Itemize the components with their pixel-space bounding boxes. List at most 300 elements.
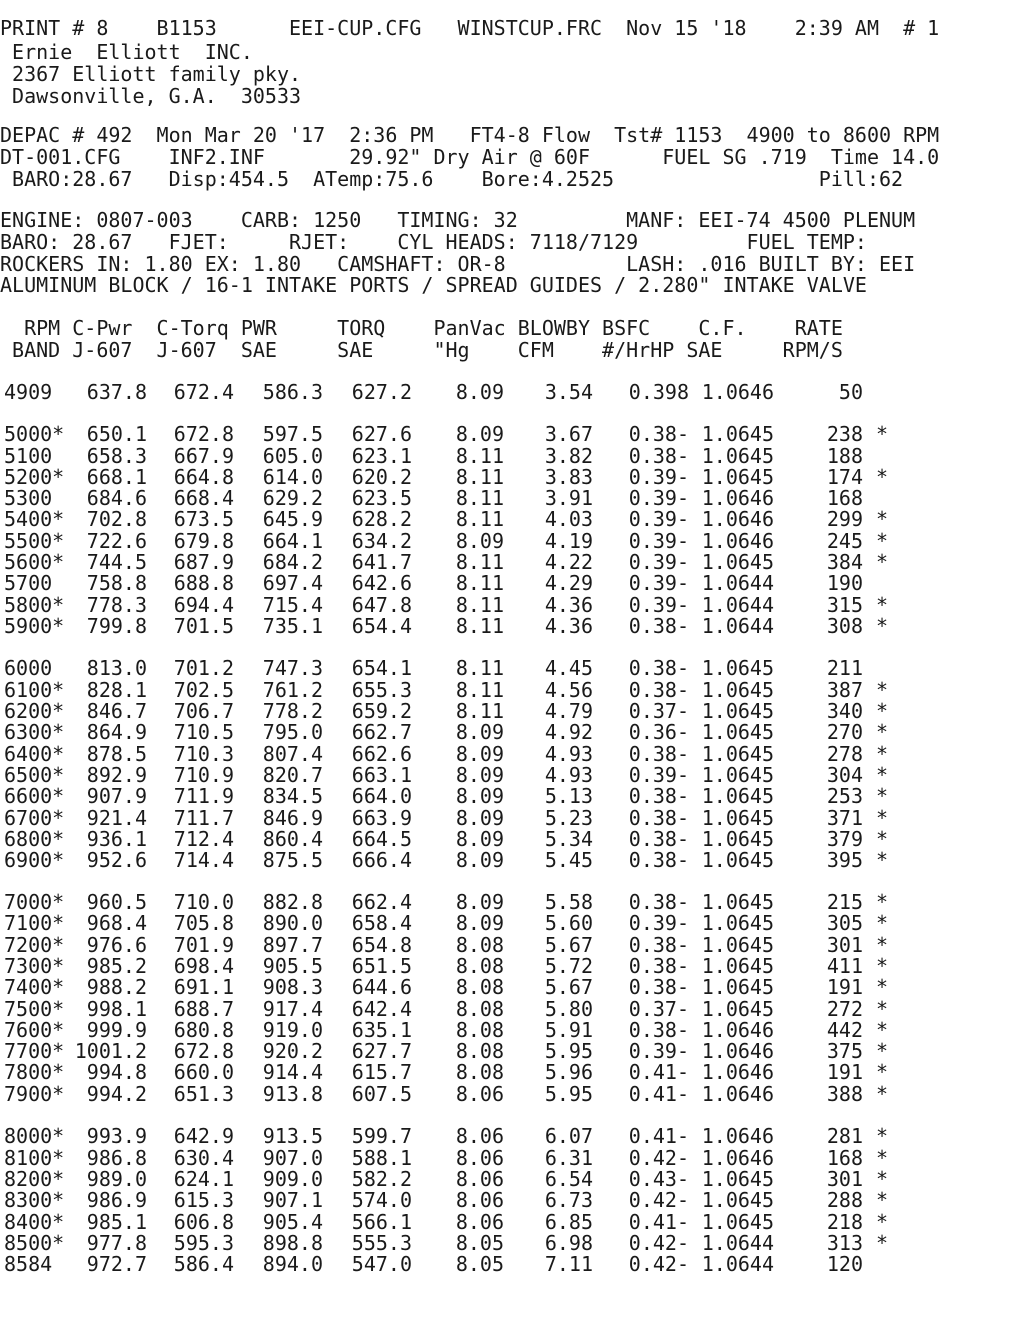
- cpwr-cell: 994.2: [86, 1082, 147, 1106]
- panvac-cell: 8.09: [455, 422, 504, 446]
- flag-cell: *: [876, 933, 889, 957]
- rate-cell: 301: [826, 1167, 863, 1191]
- ctorq-cell: 667.9: [173, 444, 234, 468]
- bsfc-cell: 0.38-: [628, 656, 689, 680]
- engine-info-line-4: ALUMINUM BLOCK / 16-1 INTAKE PORTS / SPREAD GUIDES / 2.280" INTAKE VALVE: [0, 273, 867, 297]
- panvac-cell: 8.08: [455, 954, 504, 978]
- torq-cell: 547.0: [351, 1252, 412, 1276]
- bsfc-cell: 0.38-: [628, 784, 689, 808]
- cpwr-cell: 702.8: [86, 507, 147, 531]
- bsfc-cell: 0.42-: [628, 1146, 689, 1170]
- bsfc-cell: 0.39-: [628, 1039, 689, 1063]
- panvac-cell: 8.11: [455, 593, 504, 617]
- engine-info-line-3: ROCKERS IN: 1.80 EX: 1.80 CAMSHAFT: OR-8 LASH: .016 BUILT BY: EEI: [0, 252, 916, 276]
- test-info-line-1: DEPAC # 492 Mon Mar 20 '17 2:36 PM FT4-8 Flow Tst# 1153 4900 to 8600 RPM: [0, 123, 940, 147]
- cf-cell: 1.0646: [701, 529, 774, 553]
- cpwr-cell: 936.1: [86, 827, 147, 851]
- ctorq-cell: 710.9: [173, 763, 234, 787]
- bsfc-cell: 0.39-: [628, 486, 689, 510]
- cf-cell: 1.0645: [701, 890, 774, 914]
- pwr-cell: 920.2: [262, 1039, 323, 1063]
- rpm-cell: 6200*: [4, 699, 65, 723]
- cpwr-cell: 892.9: [86, 763, 147, 787]
- torq-cell: 641.7: [351, 550, 412, 574]
- pwr-cell: 715.4: [262, 593, 323, 617]
- cpwr-cell: 968.4: [86, 911, 147, 935]
- ctorq-cell: 664.8: [173, 465, 234, 489]
- rate-cell: 411: [826, 954, 863, 978]
- table-row: [0, 785, 1024, 807]
- rpm-cell: 7100*: [4, 911, 65, 935]
- rpm-cell: 8500*: [4, 1231, 65, 1255]
- torq-cell: 654.8: [351, 933, 412, 957]
- pwr-cell: 820.7: [262, 763, 323, 787]
- bsfc-cell: 0.39-: [628, 911, 689, 935]
- cf-cell: 1.0645: [701, 784, 774, 808]
- blowby-cell: 4.19: [544, 529, 593, 553]
- bsfc-cell: 0.398: [628, 380, 689, 404]
- table-row: [0, 721, 1024, 743]
- rate-cell: 387: [826, 678, 863, 702]
- blowby-cell: 5.80: [544, 997, 593, 1021]
- torq-cell: 655.3: [351, 678, 412, 702]
- rate-cell: 270: [826, 720, 863, 744]
- cpwr-cell: 637.8: [86, 380, 147, 404]
- bsfc-cell: 0.38-: [628, 1018, 689, 1042]
- flag-cell: *: [876, 465, 889, 489]
- rpm-cell: 6800*: [4, 827, 65, 851]
- torq-cell: 662.4: [351, 890, 412, 914]
- rpm-cell: 6400*: [4, 742, 65, 766]
- flag-cell: *: [876, 529, 889, 553]
- flag-cell: *: [876, 1146, 889, 1170]
- torq-cell: 644.6: [351, 975, 412, 999]
- rpm-cell: 5700: [4, 571, 53, 595]
- torq-cell: 634.2: [351, 529, 412, 553]
- cpwr-cell: 846.7: [86, 699, 147, 723]
- rate-cell: 384: [826, 550, 863, 574]
- flag-cell: *: [876, 763, 889, 787]
- rpm-cell: 5800*: [4, 593, 65, 617]
- cf-cell: 1.0646: [701, 380, 774, 404]
- pwr-cell: 846.9: [262, 806, 323, 830]
- cpwr-cell: 994.8: [86, 1060, 147, 1084]
- rpm-cell: 6300*: [4, 720, 65, 744]
- torq-cell: 658.4: [351, 911, 412, 935]
- flag-cell: *: [876, 1060, 889, 1084]
- ctorq-cell: 672.8: [173, 1039, 234, 1063]
- rate-cell: 120: [826, 1252, 863, 1276]
- cf-cell: 1.0645: [701, 763, 774, 787]
- column-headers-line-1: RPM C-Pwr C-Torq PWR TORQ PanVac BLOWBY BSFC C.F. RATE: [0, 316, 843, 340]
- pwr-cell: 905.4: [262, 1210, 323, 1234]
- cpwr-cell: 921.4: [86, 806, 147, 830]
- table-row: [0, 657, 1024, 679]
- table-row: [0, 679, 1024, 701]
- cf-cell: 1.0645: [701, 678, 774, 702]
- pwr-cell: 834.5: [262, 784, 323, 808]
- cf-cell: 1.0645: [701, 720, 774, 744]
- pwr-cell: 645.9: [262, 507, 323, 531]
- panvac-cell: 8.08: [455, 997, 504, 1021]
- pwr-cell: 697.4: [262, 571, 323, 595]
- panvac-cell: 8.11: [455, 444, 504, 468]
- table-row: [0, 572, 1024, 594]
- torq-cell: 582.2: [351, 1167, 412, 1191]
- flag-cell: *: [876, 1231, 889, 1255]
- blowby-cell: 4.56: [544, 678, 593, 702]
- table-row: [0, 1189, 1024, 1211]
- table-row: [0, 976, 1024, 998]
- blowby-cell: 4.45: [544, 656, 593, 680]
- rpm-cell: 8400*: [4, 1210, 65, 1234]
- torq-cell: 574.0: [351, 1188, 412, 1212]
- cpwr-cell: 864.9: [86, 720, 147, 744]
- flag-cell: *: [876, 593, 889, 617]
- bsfc-cell: 0.38-: [628, 678, 689, 702]
- flag-cell: *: [876, 699, 889, 723]
- table-row: [0, 615, 1024, 637]
- pwr-cell: 908.3: [262, 975, 323, 999]
- table-row: [0, 1168, 1024, 1190]
- blowby-cell: 4.93: [544, 763, 593, 787]
- rate-cell: 191: [826, 975, 863, 999]
- pwr-cell: 807.4: [262, 742, 323, 766]
- panvac-cell: 8.06: [455, 1082, 504, 1106]
- rate-cell: 191: [826, 1060, 863, 1084]
- table-row: [0, 1232, 1024, 1254]
- ctorq-cell: 698.4: [173, 954, 234, 978]
- panvac-cell: 8.11: [455, 507, 504, 531]
- rpm-cell: 7200*: [4, 933, 65, 957]
- ctorq-cell: 642.9: [173, 1124, 234, 1148]
- rate-cell: 245: [826, 529, 863, 553]
- rate-cell: 215: [826, 890, 863, 914]
- flag-cell: *: [876, 720, 889, 744]
- blowby-cell: 5.91: [544, 1018, 593, 1042]
- torq-cell: 654.1: [351, 656, 412, 680]
- panvac-cell: 8.09: [455, 911, 504, 935]
- rpm-cell: 6600*: [4, 784, 65, 808]
- blowby-cell: 5.23: [544, 806, 593, 830]
- panvac-cell: 8.09: [455, 806, 504, 830]
- cf-cell: 1.0645: [701, 933, 774, 957]
- header-line-3: 2367 Elliott family pky.: [0, 62, 302, 86]
- rate-cell: 299: [826, 507, 863, 531]
- torq-cell: 663.1: [351, 763, 412, 787]
- pwr-cell: 597.5: [262, 422, 323, 446]
- cf-cell: 1.0645: [701, 1167, 774, 1191]
- cf-cell: 1.0645: [701, 465, 774, 489]
- blowby-cell: 5.95: [544, 1039, 593, 1063]
- panvac-cell: 8.09: [455, 827, 504, 851]
- rate-cell: 301: [826, 933, 863, 957]
- blowby-cell: 3.82: [544, 444, 593, 468]
- flag-cell: *: [876, 827, 889, 851]
- blowby-cell: 6.07: [544, 1124, 593, 1148]
- torq-cell: 642.6: [351, 571, 412, 595]
- cf-cell: 1.0645: [701, 422, 774, 446]
- ctorq-cell: 710.0: [173, 890, 234, 914]
- table-row: [0, 807, 1024, 829]
- rate-cell: 238: [826, 422, 863, 446]
- pwr-cell: 629.2: [262, 486, 323, 510]
- bsfc-cell: 0.41-: [628, 1060, 689, 1084]
- ctorq-cell: 688.8: [173, 571, 234, 595]
- cpwr-cell: 993.9: [86, 1124, 147, 1148]
- table-row: [0, 764, 1024, 786]
- table-row: [0, 1083, 1024, 1105]
- bsfc-cell: 0.39-: [628, 529, 689, 553]
- flag-cell: *: [876, 1082, 889, 1106]
- bsfc-cell: 0.38-: [628, 890, 689, 914]
- header-line-1: PRINT # 8 B1153 EEI-CUP.CFG WINSTCUP.FRC Nov 15 '18 2:39 AM # 1: [0, 16, 940, 40]
- ctorq-cell: 701.9: [173, 933, 234, 957]
- cf-cell: 1.0646: [701, 1018, 774, 1042]
- blowby-cell: 4.36: [544, 593, 593, 617]
- rate-cell: 278: [826, 742, 863, 766]
- table-row: [0, 1040, 1024, 1062]
- bsfc-cell: 0.39-: [628, 465, 689, 489]
- ctorq-cell: 672.4: [173, 380, 234, 404]
- column-headers-line-2: BAND J-607 J-607 SAE SAE "Hg CFM #/HrHP SAE RPM/S: [0, 338, 843, 362]
- cf-cell: 1.0644: [701, 1252, 774, 1276]
- bsfc-cell: 0.37-: [628, 997, 689, 1021]
- rpm-cell: 8300*: [4, 1188, 65, 1212]
- cf-cell: 1.0645: [701, 997, 774, 1021]
- ctorq-cell: 701.5: [173, 614, 234, 638]
- panvac-cell: 8.09: [455, 720, 504, 744]
- flag-cell: *: [876, 742, 889, 766]
- pwr-cell: 897.7: [262, 933, 323, 957]
- rate-cell: 211: [826, 656, 863, 680]
- panvac-cell: 8.05: [455, 1252, 504, 1276]
- rate-cell: 308: [826, 614, 863, 638]
- cpwr-cell: 684.6: [86, 486, 147, 510]
- pwr-cell: 907.1: [262, 1188, 323, 1212]
- torq-cell: 627.6: [351, 422, 412, 446]
- cf-cell: 1.0645: [701, 1210, 774, 1234]
- cpwr-cell: 813.0: [86, 656, 147, 680]
- rpm-cell: 8000*: [4, 1124, 65, 1148]
- bsfc-cell: 0.39-: [628, 571, 689, 595]
- ctorq-cell: 705.8: [173, 911, 234, 935]
- ctorq-cell: 711.7: [173, 806, 234, 830]
- flag-cell: *: [876, 806, 889, 830]
- panvac-cell: 8.06: [455, 1124, 504, 1148]
- table-row: [0, 1253, 1024, 1275]
- flag-cell: *: [876, 550, 889, 574]
- bsfc-cell: 0.42-: [628, 1252, 689, 1276]
- rpm-cell: 7700*: [4, 1039, 65, 1063]
- blowby-cell: 5.95: [544, 1082, 593, 1106]
- pwr-cell: 735.1: [262, 614, 323, 638]
- torq-cell: 664.0: [351, 784, 412, 808]
- rate-cell: 379: [826, 827, 863, 851]
- panvac-cell: 8.05: [455, 1231, 504, 1255]
- ctorq-cell: 694.4: [173, 593, 234, 617]
- torq-cell: 647.8: [351, 593, 412, 617]
- rate-cell: 218: [826, 1210, 863, 1234]
- rpm-cell: 6000: [4, 656, 53, 680]
- panvac-cell: 8.06: [455, 1188, 504, 1212]
- pwr-cell: 919.0: [262, 1018, 323, 1042]
- rpm-cell: 6700*: [4, 806, 65, 830]
- cf-cell: 1.0646: [701, 1082, 774, 1106]
- panvac-cell: 8.11: [455, 550, 504, 574]
- rate-cell: 188: [826, 444, 863, 468]
- table-row: [0, 828, 1024, 850]
- blowby-cell: 5.72: [544, 954, 593, 978]
- cf-cell: 1.0646: [701, 1146, 774, 1170]
- rate-cell: 442: [826, 1018, 863, 1042]
- table-row: [0, 530, 1024, 552]
- blowby-cell: 4.22: [544, 550, 593, 574]
- blowby-cell: 5.67: [544, 975, 593, 999]
- ctorq-cell: 586.4: [173, 1252, 234, 1276]
- flag-cell: *: [876, 1210, 889, 1234]
- bsfc-cell: 0.38-: [628, 614, 689, 638]
- rpm-cell: 7500*: [4, 997, 65, 1021]
- torq-cell: 627.7: [351, 1039, 412, 1063]
- ctorq-cell: 706.7: [173, 699, 234, 723]
- rate-cell: 288: [826, 1188, 863, 1212]
- table-row: [0, 594, 1024, 616]
- blowby-cell: 4.93: [544, 742, 593, 766]
- pwr-cell: 913.5: [262, 1124, 323, 1148]
- blowby-cell: 6.85: [544, 1210, 593, 1234]
- flag-cell: *: [876, 1018, 889, 1042]
- ctorq-cell: 711.9: [173, 784, 234, 808]
- ctorq-cell: 668.4: [173, 486, 234, 510]
- flag-cell: *: [876, 1188, 889, 1212]
- cf-cell: 1.0646: [701, 486, 774, 510]
- cpwr-cell: 998.1: [86, 997, 147, 1021]
- cf-cell: 1.0645: [701, 806, 774, 830]
- flag-cell: *: [876, 890, 889, 914]
- pwr-cell: 586.3: [262, 380, 323, 404]
- panvac-cell: 8.08: [455, 1039, 504, 1063]
- bsfc-cell: 0.38-: [628, 742, 689, 766]
- ctorq-cell: 701.2: [173, 656, 234, 680]
- header-line-2: Ernie Elliott INC.: [0, 40, 253, 64]
- panvac-cell: 8.09: [455, 763, 504, 787]
- ctorq-cell: 714.4: [173, 848, 234, 872]
- cf-cell: 1.0644: [701, 1231, 774, 1255]
- blowby-cell: 4.36: [544, 614, 593, 638]
- cpwr-cell: 972.7: [86, 1252, 147, 1276]
- blowby-cell: 3.91: [544, 486, 593, 510]
- pwr-cell: 747.3: [262, 656, 323, 680]
- bsfc-cell: 0.38-: [628, 806, 689, 830]
- rpm-cell: 5200*: [4, 465, 65, 489]
- torq-cell: 642.4: [351, 997, 412, 1021]
- table-row: [0, 1019, 1024, 1041]
- torq-cell: 627.2: [351, 380, 412, 404]
- torq-cell: 664.5: [351, 827, 412, 851]
- bsfc-cell: 0.36-: [628, 720, 689, 744]
- cpwr-cell: 977.8: [86, 1231, 147, 1255]
- ctorq-cell: 660.0: [173, 1060, 234, 1084]
- ctorq-cell: 702.5: [173, 678, 234, 702]
- torq-cell: 663.9: [351, 806, 412, 830]
- cpwr-cell: 878.5: [86, 742, 147, 766]
- panvac-cell: 8.09: [455, 784, 504, 808]
- pwr-cell: 890.0: [262, 911, 323, 935]
- panvac-cell: 8.11: [455, 614, 504, 638]
- test-info-line-2: DT-001.CFG INF2.INF 29.92" Dry Air @ 60F FUEL SG .719 Time 14.0: [0, 145, 940, 169]
- pwr-cell: 605.0: [262, 444, 323, 468]
- bsfc-cell: 0.39-: [628, 763, 689, 787]
- rate-cell: 313: [826, 1231, 863, 1255]
- blowby-cell: 6.54: [544, 1167, 593, 1191]
- pwr-cell: 913.8: [262, 1082, 323, 1106]
- cpwr-cell: 799.8: [86, 614, 147, 638]
- flag-cell: *: [876, 975, 889, 999]
- pwr-cell: 909.0: [262, 1167, 323, 1191]
- panvac-cell: 8.09: [455, 890, 504, 914]
- cf-cell: 1.0645: [701, 699, 774, 723]
- rate-cell: 168: [826, 1146, 863, 1170]
- flag-cell: *: [876, 1167, 889, 1191]
- cf-cell: 1.0645: [701, 1188, 774, 1212]
- torq-cell: 628.2: [351, 507, 412, 531]
- cf-cell: 1.0645: [701, 975, 774, 999]
- cpwr-cell: 722.6: [86, 529, 147, 553]
- pwr-cell: 905.5: [262, 954, 323, 978]
- flag-cell: *: [876, 678, 889, 702]
- bsfc-cell: 0.38-: [628, 933, 689, 957]
- cpwr-cell: 952.6: [86, 848, 147, 872]
- ctorq-cell: 687.9: [173, 550, 234, 574]
- cpwr-cell: 989.0: [86, 1167, 147, 1191]
- cf-cell: 1.0644: [701, 593, 774, 617]
- rpm-cell: 8100*: [4, 1146, 65, 1170]
- panvac-cell: 8.09: [455, 380, 504, 404]
- cf-cell: 1.0646: [701, 1060, 774, 1084]
- ctorq-cell: 624.1: [173, 1167, 234, 1191]
- cpwr-cell: 960.5: [86, 890, 147, 914]
- cf-cell: 1.0645: [701, 911, 774, 935]
- test-info-line-3: BARO:28.67 Disp:454.5 ATemp:75.6 Bore:4.2525 Pill:62: [0, 167, 904, 191]
- ctorq-cell: 673.5: [173, 507, 234, 531]
- torq-cell: 620.2: [351, 465, 412, 489]
- rate-cell: 304: [826, 763, 863, 787]
- rpm-cell: 5300: [4, 486, 53, 510]
- torq-cell: 654.4: [351, 614, 412, 638]
- blowby-cell: 3.54: [544, 380, 593, 404]
- table-row: [0, 381, 1024, 403]
- table-row: [0, 849, 1024, 871]
- blowby-cell: 5.13: [544, 784, 593, 808]
- table-row: [0, 1125, 1024, 1147]
- rpm-cell: 7900*: [4, 1082, 65, 1106]
- panvac-cell: 8.09: [455, 848, 504, 872]
- cpwr-cell: 658.3: [86, 444, 147, 468]
- rate-cell: 371: [826, 806, 863, 830]
- ctorq-cell: 710.5: [173, 720, 234, 744]
- torq-cell: 662.6: [351, 742, 412, 766]
- cf-cell: 1.0646: [701, 1039, 774, 1063]
- table-row: [0, 508, 1024, 530]
- blowby-cell: 6.73: [544, 1188, 593, 1212]
- cf-cell: 1.0644: [701, 571, 774, 595]
- torq-cell: 607.5: [351, 1082, 412, 1106]
- rpm-cell: 5100: [4, 444, 53, 468]
- torq-cell: 555.3: [351, 1231, 412, 1255]
- panvac-cell: 8.11: [455, 656, 504, 680]
- rate-cell: 272: [826, 997, 863, 1021]
